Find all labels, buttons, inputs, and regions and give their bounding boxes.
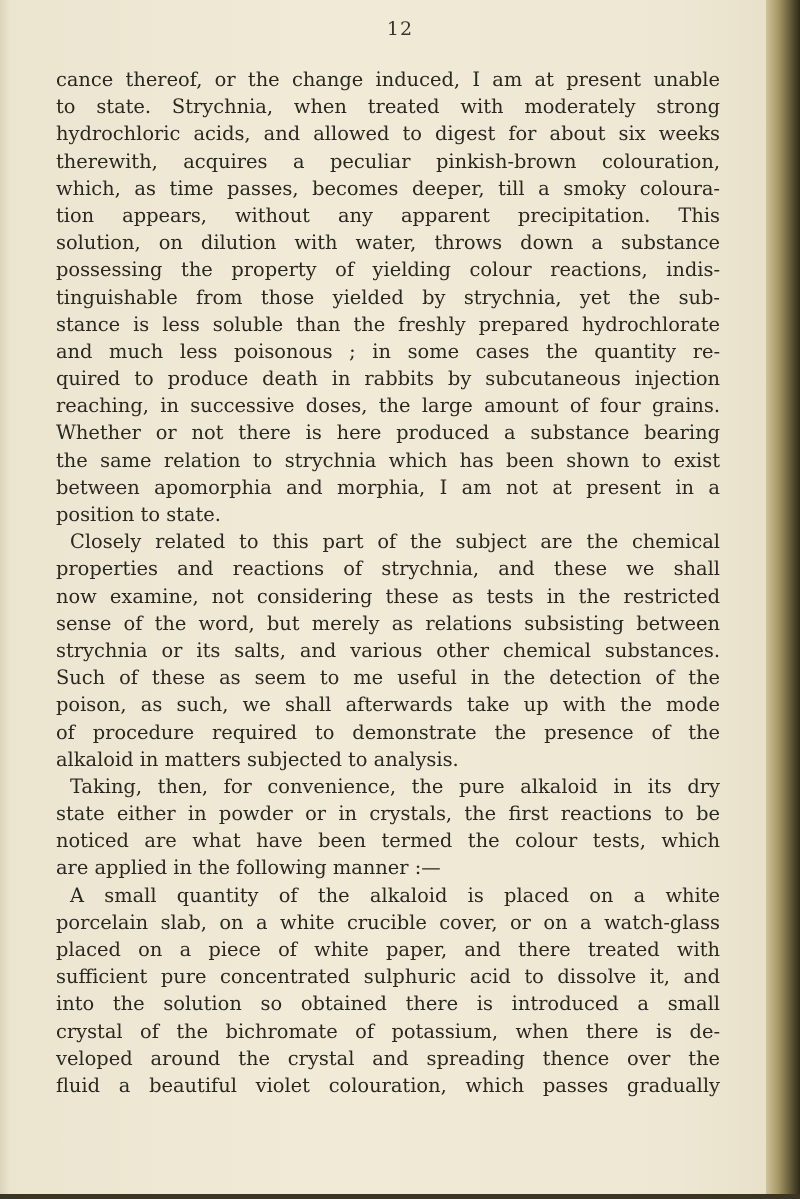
text-line-20: now examine, not considering these as tests in the restricted <box>56 584 720 608</box>
page-number: 12 <box>386 18 414 40</box>
text-line-2: to state. Strychnia, when treated with moderately strong <box>56 95 720 119</box>
text-line-14: Whether or not there is here produced a substance bearing <box>56 421 720 445</box>
text-line-9: tinguishable from those yielded by strychnia, yet the sub- <box>56 285 720 309</box>
text-line-23: Such of these as seem to me useful in the detection of the <box>56 666 720 690</box>
text-line-28: state either in powder or in crystals, the first reactions to be <box>56 802 720 826</box>
page-bottom-edge <box>0 1194 800 1199</box>
text-line-8: possessing the property of yielding colour reactions, indis- <box>56 258 720 282</box>
page-right-edge-shadow <box>766 0 800 1199</box>
text-line-18: Closely related to this part of the subject are the chemical <box>70 530 720 554</box>
text-line-29: noticed are what have been termed the colour tests, which <box>56 829 720 853</box>
text-line-27: Taking, then, for convenience, the pure alkaloid in its dry <box>70 774 720 798</box>
text-line-12: quired to produce death in rabbits by subcutaneous injection <box>56 367 720 391</box>
text-line-6: tion appears, without any apparent precipitation. This <box>56 203 720 227</box>
text-line-21: sense of the word, but merely as relations subsisting between <box>56 611 720 635</box>
text-line-16: between apomorphia and morphia, I am not at present in a <box>56 475 720 499</box>
text-line-11: and much less poisonous ; in some cases the quantity re- <box>56 339 720 363</box>
text-line-25: of procedure required to demonstrate the presence of the <box>56 720 720 744</box>
text-line-34: sufficient pure concentrated sulphuric acid to dissolve it, and <box>56 965 720 989</box>
text-line-3: hydrochloric acids, and allowed to digest for about six weeks <box>56 122 720 146</box>
text-line-35: into the solution so obtained there is introduced a small <box>56 992 720 1016</box>
body-text <box>56 66 720 1099</box>
text-line-26: alkaloid in matters subjected to analysis. <box>56 747 459 771</box>
text-line-19: properties and reactions of strychnia, and these we shall <box>56 557 720 581</box>
text-line-17: position to state. <box>56 503 221 526</box>
text-line-38: fluid a beautiful violet colouration, which passes gradually <box>56 1073 720 1097</box>
text-line-24: poison, as such, we shall afterwards take up with the mode <box>56 693 720 717</box>
text-line-33: placed on a piece of white paper, and there treated with <box>56 938 720 961</box>
text-line-31: A small quantity of the alkaloid is placed on a white <box>70 883 720 907</box>
page-left-edge <box>0 0 10 1199</box>
text-line-32: porcelain slab, on a white crucible cover, or on a watch-glass <box>56 910 720 934</box>
text-line-1: cance thereof, or the change induced, I am at present unable <box>56 68 720 91</box>
text-line-15: the same relation to strychnia which has been shown to exist <box>56 448 720 472</box>
text-line-13: reaching, in successive doses, the large amount of four grains. <box>56 394 720 418</box>
text-line-37: veloped around the crystal and spreading thence over the <box>56 1046 720 1070</box>
text-line-22: strychnia or its salts, and various other chemical substances. <box>56 638 720 662</box>
text-line-4: therewith, acquires a peculiar pinkish-brown colouration, <box>56 149 720 173</box>
text-line-7: solution, on dilution with water, throws down a substance <box>56 231 720 255</box>
text-line-10: stance is less soluble than the freshly prepared hydrochlorate <box>56 312 720 336</box>
text-line-30: are applied in the following manner :— <box>56 856 441 880</box>
text-line-36: crystal of the bichromate of potassium, when there is de- <box>56 1019 720 1043</box>
text-line-5: which, as time passes, becomes deeper, till a smoky coloura- <box>56 176 720 200</box>
